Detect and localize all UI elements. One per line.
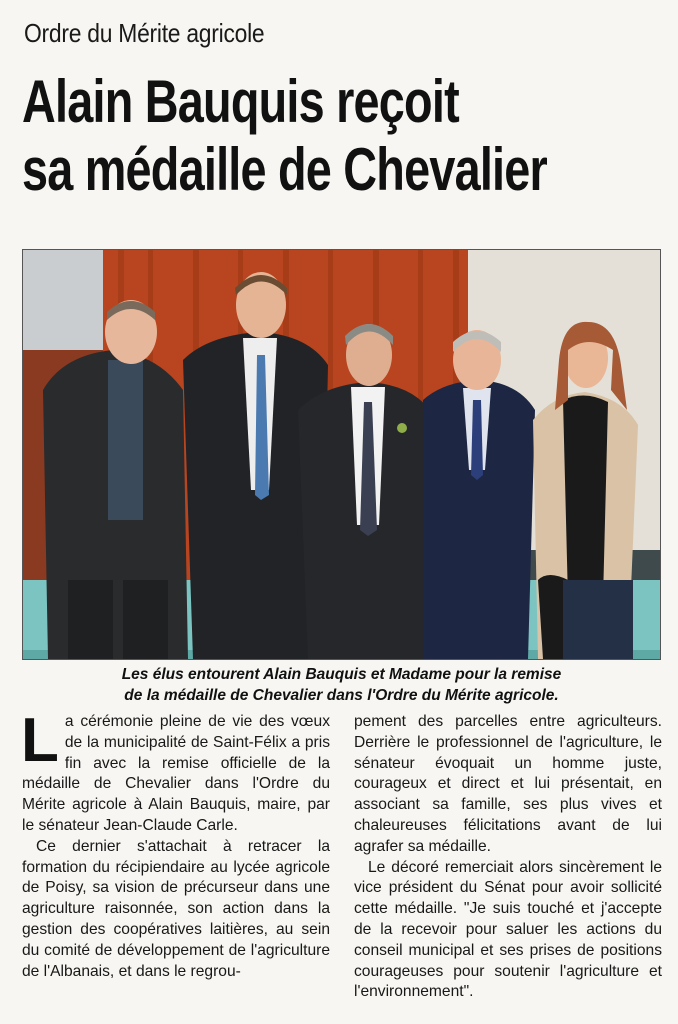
headline-line-2: sa médaille de Chevalier (22, 136, 547, 203)
headline-line-1: Alain Bauquis reçoit (22, 68, 459, 135)
paragraph-1-text: a cérémonie pleine de vie des vœux de la municipalité de Saint-Félix a pris fin avec la remise officielle de la médaille de Chevalier dans l'Ordre du Mérite agricole à Alain Bauquis, maire, par le sénateur Jean-Claude Carle. (22, 713, 330, 834)
article-kicker: Ordre du Mérite agricole (24, 18, 265, 48)
article-column-left (21, 706, 330, 982)
caption-line-1: Les élus entourent Alain Bauquis et Madame pour la remise (121, 666, 562, 683)
paragraph-4: Le décoré remerciait alors sincèrement le vice président du Sénat pour avoir sollicité cette médaille. "Je suis touché et j'accepte de la recevoir pour saluer les actions du conseil municipal et ses prises de positions courageuses pour soutenir l'agriculture et l'environnement". (354, 858, 662, 1001)
article-photo (22, 249, 661, 660)
article-headline (22, 68, 568, 204)
paragraph-1 (21, 706, 330, 837)
caption-line-2: de la médaille de Chevalier dans l'Ordre du Mérite agricole. (124, 687, 559, 704)
article-column-right (354, 712, 662, 1003)
drop-cap: L (21, 706, 59, 775)
paragraph-2: Ce dernier s'attachait à retracer la formation du récipiendaire au lycée agricole de Poisy, sa vision de précurseur dans une agriculture raisonnée, son action dans la gestion des coopératives laitières, au sein du comité de développement de l'agriculture de l'Albanais, et dans le regrou- (22, 837, 330, 980)
group-photo-illustration (23, 250, 660, 659)
paragraph-3: pement des parcelles entre agriculteurs. Derrière le professionnel de l'agriculture, le sénateur évoquait un homme juste, courageux et direct et lui présentait, en associant sa famille, ses plus vives et chaleureuses félicitations avant de lui agrafer sa médaille. (354, 713, 662, 855)
photo-caption (22, 664, 661, 706)
